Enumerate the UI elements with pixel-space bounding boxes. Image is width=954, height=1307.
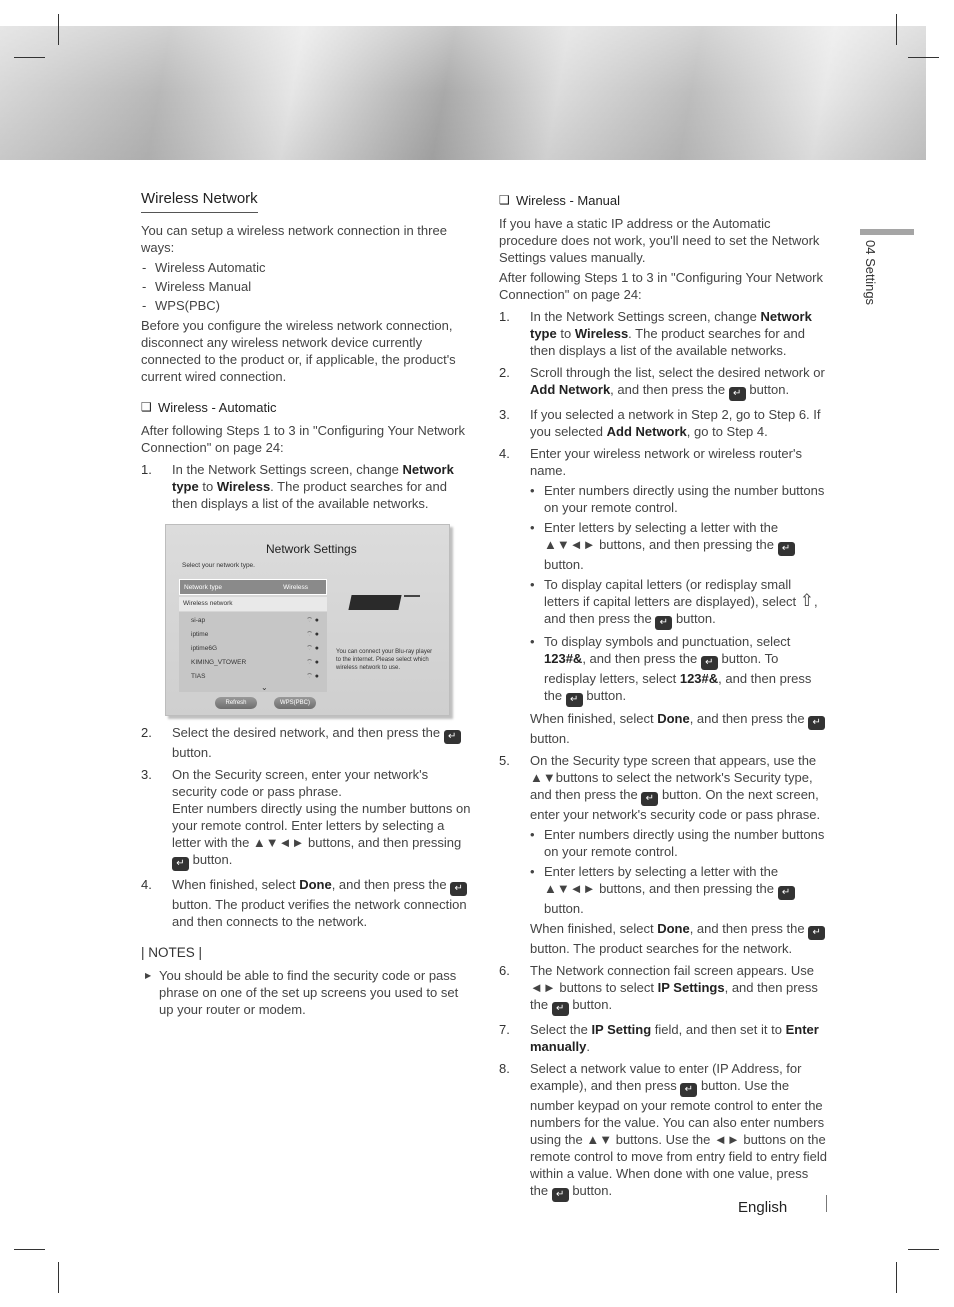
enter-button-icon: ↵: [641, 792, 658, 806]
list-item: • Enter numbers directly using the number buttons on your remote control.: [530, 826, 829, 860]
step-6: 6. The Network connection fail screen appears. Use ◄► buttons to select IP Settings, and then press the ↵ button.: [499, 963, 818, 1014]
ways-list: [141, 259, 471, 314]
step-1: 1. In the Network Settings screen, change Network type to Wireless. The product searches for and then displays a list of the available networks.: [499, 309, 812, 358]
step-5: 5. On the Security type screen that appears, use the ▲▼buttons to select the network's Security type, and then press the ↵ button. On the next screen, enter your network's security code or pass phrase. • Enter numbers directly using the number buttons on your remote control. • Enter letters by selecting a letter with the ▲▼◄► buttons, and then pressing the ↵ button. When finished, select Done, and then press the ↵ button. The product searches for the network.: [499, 752, 829, 957]
note-item: ▶ You should be able to find the security code or pass phrase on one of the set up screens you used to set up your router or modem.: [141, 967, 471, 1018]
enter-button-icon: ↵: [778, 886, 795, 900]
crop-mark: [896, 14, 897, 45]
crop-mark: [14, 57, 45, 58]
crop-mark: [896, 1262, 897, 1293]
list-item: iptime6G ⌔ ●: [191, 645, 319, 652]
list-item: - Wireless Manual: [141, 278, 471, 295]
refresh-button: Refresh: [215, 697, 257, 709]
notes-heading: | NOTES |: [141, 945, 203, 960]
wps-button: WPS(PBC): [274, 697, 316, 709]
enter-button-icon: ↵: [680, 1083, 697, 1097]
enter-button-icon: ↵: [655, 616, 672, 630]
intro-text: You can setup a wireless network connection in three ways:: [141, 223, 447, 255]
footer-language: English: [738, 1199, 788, 1216]
screen-info-text: You can connect your Blu-ray player to the internet. Please select which wireless network to use.: [336, 649, 433, 671]
checkbox-bullet-icon: ❑: [141, 400, 152, 414]
list-item: • Enter letters by selecting a letter with the ▲▼◄► buttons, and then pressing the ↵ button.: [530, 863, 829, 917]
step-4: 4. Enter your wireless network or wireless router's name. • Enter numbers directly using the number buttons on your remote control. • Enter letters by selecting a letter with the ▲▼◄► buttons, and then pressing the ↵ button. • To display capital letters (or redisplay small letters if capital letters are displayed), select ⇧, and then press the ↵ button. • To display symbols and punctuation, select 123#&, and then press the ↵ button. To redisplay letters, select 123#&, and then press the ↵ button. When finished, select Done, and then press the ↵ button.: [499, 445, 829, 747]
subsection-heading: ❑ Wireless - Automatic: [141, 400, 277, 415]
bluray-player-icon: [348, 595, 401, 610]
router-icon: [404, 589, 420, 597]
header-banner: [0, 26, 926, 160]
after-steps-text: After following Steps 1 to 3 in "Configuring Your Network Connection" on page 24:: [141, 423, 466, 455]
enter-button-icon: ↵: [729, 387, 746, 401]
footer-divider: [826, 1195, 827, 1212]
right-column: [499, 190, 829, 1202]
list-item: KIMING_VTOWER ⌔ ●: [191, 659, 319, 666]
enter-button-icon: ↵: [808, 926, 825, 940]
section-title: Wireless Network: [141, 190, 258, 213]
enter-button-icon: ↵: [444, 730, 461, 744]
enter-button-icon: ↵: [450, 882, 467, 896]
wifi-lock-icon: ⌔ ●: [306, 631, 319, 638]
list-item: • Enter numbers directly using the number buttons on your remote control.: [530, 482, 829, 516]
list-item: - Wireless Automatic: [141, 259, 471, 276]
list-item: • To display capital letters (or redisplay small letters if capital letters are displayed), select ⇧, and then press the ↵ button.: [530, 576, 829, 630]
network-settings-screenshot: [165, 524, 450, 716]
crop-mark: [58, 14, 59, 45]
list-item: • To display symbols and punctuation, select 123#&, and then press the ↵ button. To redisplay letters, select 123#&, and then press the ↵ button.: [530, 633, 829, 707]
side-tab-label: 04 Settings: [863, 240, 878, 306]
enter-button-icon: ↵: [172, 857, 189, 871]
left-column: [141, 190, 471, 1018]
step-8: 8. Select a network value to enter (IP Address, for example), and then press ↵ button. Use the number keypad on your remote control to enter the numbers for the value. You can also enter numbers using the ▲▼ buttons. Use the ◄► buttons on the remote control to move from entry field to entry field within a value. When done with one value, press the ↵ button.: [499, 1061, 827, 1200]
enter-button-icon: ↵: [778, 542, 795, 556]
manual-intro: If you have a static IP address or the Automatic procedure does not work, you'll need to set the Network Settings values manually.: [499, 216, 820, 265]
wireless-network-label: Wireless network: [179, 597, 327, 611]
step-4: 4. When finished, select Done, and then press the ↵ button. The product verifies the network connection and then connects to the network.: [141, 877, 467, 929]
shift-arrow-icon: ⇧: [799, 591, 815, 610]
chevron-down-icon: ⌄: [261, 683, 268, 692]
step-1: 1. In the Network Settings screen, change Network type to Wireless. The product searches for and then displays a list of the available networks.: [141, 462, 454, 511]
enter-button-icon: ↵: [808, 716, 825, 730]
crop-mark: [14, 1249, 45, 1250]
wifi-lock-icon: ⌔ ●: [306, 617, 319, 624]
network-list: [179, 612, 327, 692]
step-3: 3. If you selected a network in Step 2, go to Step 6. If you selected Add Network, go to Step 4.: [499, 407, 821, 439]
list-item: • Enter letters by selecting a letter with the ▲▼◄► buttons, and then pressing the ↵ button.: [530, 519, 829, 573]
step-2: 2. Scroll through the list, select the desired network or Add Network, and then press the ↵ button.: [499, 365, 825, 399]
step-3: 3. On the Security screen, enter your network's security code or pass phrase. Enter numbers directly using the number buttons on your remote control. Enter letters by selecting a letter with the ▲▼◄► buttons, and then pressing ↵ button.: [141, 767, 471, 869]
enter-button-icon: ↵: [552, 1188, 569, 1202]
step-7: 7. Select the IP Setting field, and then set it to Enter manually.: [499, 1022, 819, 1054]
list-item: TIAS ⌔ ●: [191, 673, 319, 680]
after-steps-text: After following Steps 1 to 3 in "Configuring Your Network Connection" on page 24:: [499, 270, 824, 302]
list-item: iptime ⌔ ●: [191, 631, 319, 638]
wifi-lock-icon: ⌔ ●: [306, 645, 319, 652]
crop-mark: [908, 57, 939, 58]
network-type-row: Network type Wireless: [179, 579, 327, 595]
screen-prompt: Select your network type.: [182, 562, 255, 569]
wifi-lock-icon: ⌔ ●: [306, 673, 319, 680]
checkbox-bullet-icon: ❑: [499, 193, 510, 207]
subsection-heading: ❑ Wireless - Manual: [499, 193, 621, 208]
list-item: si-ap ⌔ ●: [191, 617, 319, 624]
enter-button-icon: ↵: [552, 1002, 569, 1016]
wifi-lock-icon: ⌔ ●: [306, 659, 319, 666]
enter-button-icon: ↵: [701, 656, 718, 670]
crop-mark: [908, 1249, 939, 1250]
triangle-bullet-icon: ▶: [145, 971, 152, 980]
step-2: 2. Select the desired network, and then press the ↵ button.: [141, 724, 471, 761]
screen-title: Network Settings: [266, 542, 357, 556]
side-tab-bar: [860, 229, 914, 235]
crop-mark: [58, 1262, 59, 1293]
list-item: - WPS(PBC): [141, 297, 471, 314]
before-text: Before you configure the wireless network connection, disconnect any wireless network device currently connected to the product or, if applicable, the product's current wired connection.: [141, 318, 456, 384]
enter-button-icon: ↵: [566, 693, 583, 707]
